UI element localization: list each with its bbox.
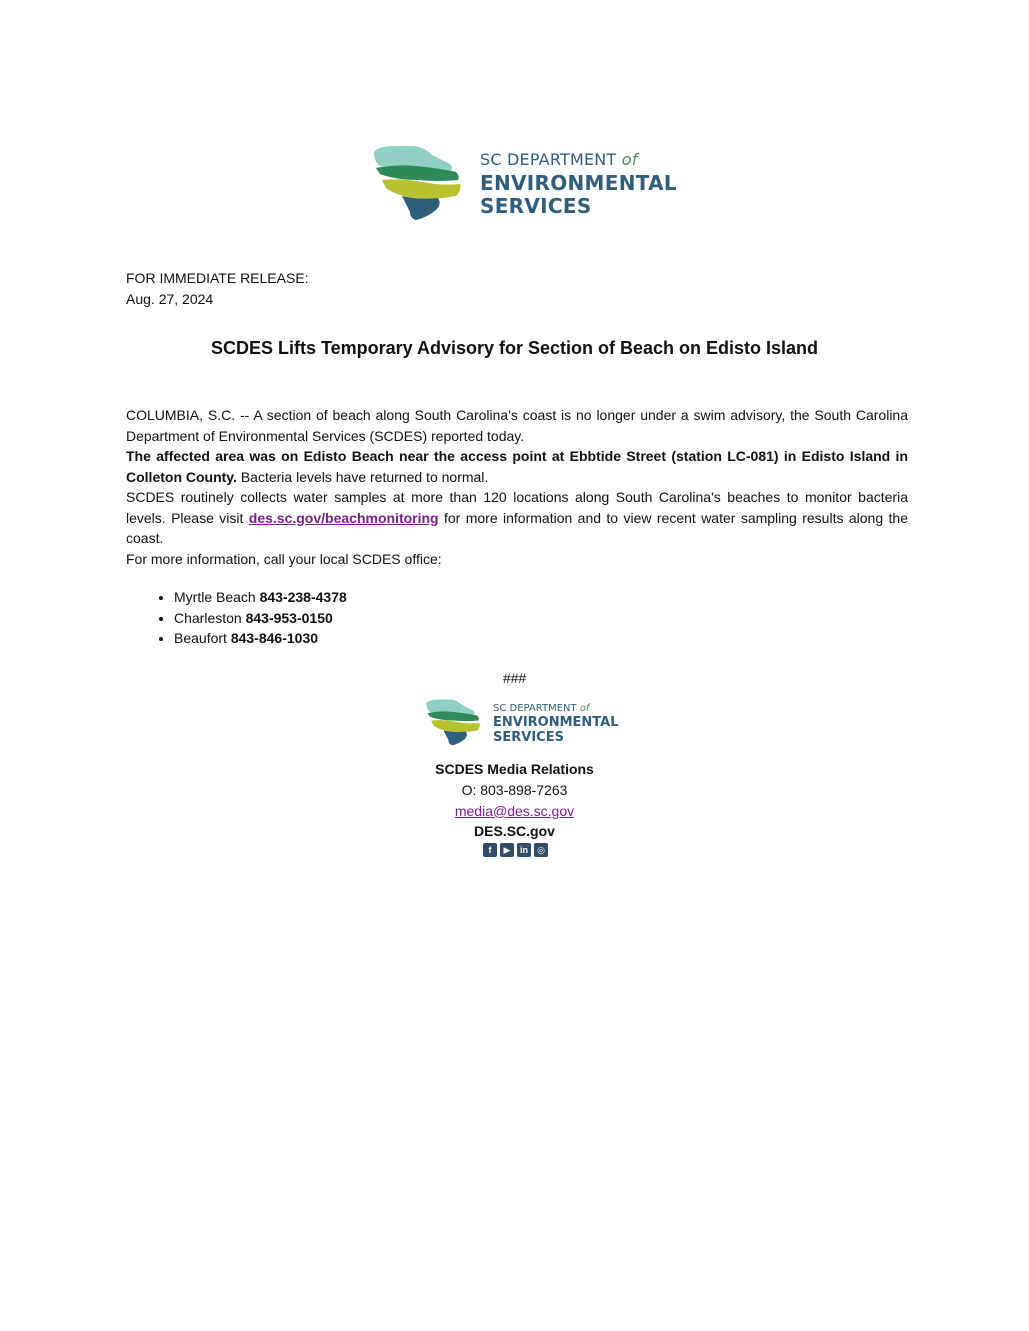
end-mark: ###: [502, 670, 527, 686]
release-info: [126, 268, 309, 310]
release-label: FOR IMMEDIATE RELEASE:: [126, 270, 309, 286]
youtube-icon[interactable]: ▶: [500, 843, 514, 857]
linkedin-icon[interactable]: in: [517, 843, 531, 857]
list-item: [174, 587, 908, 608]
footer-logo-line-3: SERVICES: [493, 730, 564, 745]
instagram-icon[interactable]: ◎: [534, 843, 548, 857]
media-contact: [0, 759, 1029, 842]
office-phone: 843-953-0150: [245, 609, 333, 626]
sc-state-logo-icon: [372, 144, 472, 224]
office-phone: 843-238-4378: [259, 589, 347, 605]
sc-state-logo-icon: [425, 698, 487, 748]
footer-logo-line-1: SC DEPARTMENT of: [493, 703, 590, 714]
paragraph-monitoring: [126, 487, 908, 549]
office-list: [126, 587, 908, 649]
office-name: Charleston: [174, 609, 242, 626]
website-label: DES.SC.gov: [474, 823, 555, 840]
facebook-icon[interactable]: f: [483, 843, 497, 857]
logo-line-3: SERVICES: [480, 194, 592, 218]
paragraph-intro: COLUMBIA, S.C. -- A section of beach along South Carolina's coast is no longer under a swim advisory, the South Carolina Department of Environmental Services (SCDES) reported today.: [126, 407, 908, 444]
media-email-link[interactable]: media@des.sc.gov: [454, 802, 575, 819]
release-date: Aug. 27, 2024: [126, 291, 214, 307]
monitoring-text-start: SCDES routinely collects water samples at more than 120 locations along South Carolina's beaches to monitor bacteria levels. Please visit: [126, 489, 908, 526]
footer-logo-line-2: ENVIRONMENTAL: [493, 715, 619, 730]
office-name: Myrtle Beach: [174, 589, 256, 605]
logo-line-1: SC DEPARTMENT of: [480, 150, 638, 169]
affected-area-rest: Bacteria levels have returned to normal.: [236, 468, 489, 485]
logo-line-2: ENVIRONMENTAL: [480, 171, 677, 195]
media-relations-title: SCDES Media Relations: [435, 761, 594, 777]
paragraph-contact-offices: For more information, call your local SCDES office:: [126, 550, 442, 567]
media-phone: O: 803-898-7263: [461, 781, 568, 798]
social-icons: [483, 843, 548, 857]
monitoring-text-end: for more information and to view recent water sampling results along the coast.: [126, 509, 908, 546]
office-name: Beaufort: [174, 630, 227, 646]
page-title: SCDES Lifts Temporary Advisory for Section of Beach on Edisto Island: [210, 338, 819, 358]
release-body: [126, 405, 908, 649]
beachmonitoring-link[interactable]: des.sc.gov/beachmonitoring: [248, 509, 439, 526]
footer-logo: [425, 698, 619, 750]
affected-area-bold: The affected area was on Edisto Beach near the access point at Ebbtide Street (station LC-081) in Edisto Island in Colleton County.: [126, 448, 908, 485]
list-item: [174, 628, 908, 649]
paragraph-affected-area: [126, 446, 908, 487]
office-phone: 843-846-1030: [230, 630, 319, 646]
list-item: [174, 608, 908, 629]
scdes-logo: [372, 144, 677, 224]
